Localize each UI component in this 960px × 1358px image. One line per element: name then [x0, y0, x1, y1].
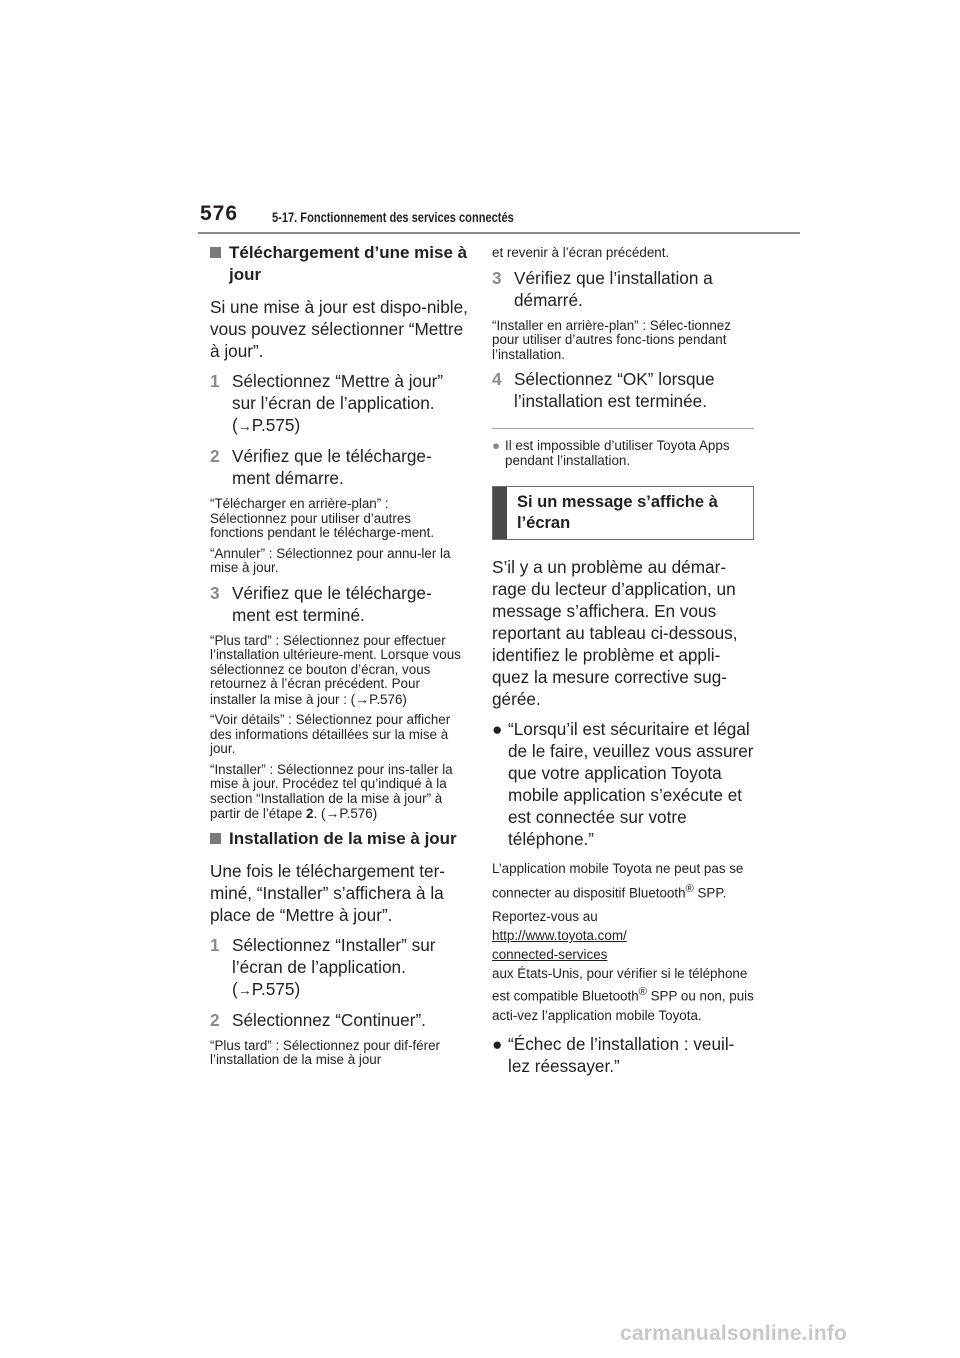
left-column	[210, 242, 468, 1074]
square-bullet-icon	[210, 833, 221, 844]
heading-install: Installation de la mise à jour	[210, 828, 468, 850]
step-item: 3 Vérifiez que l’installation a démarré.	[492, 267, 713, 310]
note-text: “Voir détails” : Sélectionnez pour afficher des informations détaillées sur la mise à jour.	[210, 712, 451, 756]
paragraph: Une fois le téléchargement ter-miné, “Installer” s’affichera à la place de “Mettre à jour”.	[210, 860, 446, 925]
note-text: “Installer” : Sélectionnez pour ins-taller la mise à jour. Procédez tel qu’indiqué à la section “Installation de la mise à jour” à partir de l’étape 2. (→P.576)	[210, 761, 453, 821]
step-item: 4 Sélectionnez “OK” lorsque l’installation est terminée.	[492, 369, 715, 411]
right-column	[492, 242, 754, 1085]
square-bullet-icon	[210, 247, 221, 258]
page-reference[interactable]: P.576	[339, 806, 373, 821]
arrow-right-icon: →	[325, 805, 340, 821]
heading-download: Téléchargement d’une mise à jour	[210, 242, 468, 286]
note-text: “Annuler” : Sélectionnez pour annu-ler la mise à jour.	[210, 545, 451, 575]
paragraph: S’il y a un problème au démar-rage du lecteur d’application, un message s’affichera. En vous reportant au tableau ci-dessous, identifiez le problème et appli-quez la mesure corrective sug-gérée.	[492, 557, 738, 709]
arrow-right-icon: →	[355, 690, 370, 707]
step-item: 3 Vérifiez que le télécharge-ment est terminé.	[210, 582, 432, 625]
page-reference[interactable]: P.576	[369, 691, 403, 707]
arrow-right-icon: →	[237, 418, 252, 434]
divider	[492, 428, 754, 429]
remedy-text: Reportez-vous au http://www.toyota.com/ connected-services aux États-Unis, pour vérifier si le téléphone est compatible Bluetooth® SPP ou non, puis acti-vez l’application mobile Toyota.	[492, 909, 754, 1023]
info-note: ● Il est impossible d’utiliser Toyota Apps pendant l’installation.	[492, 438, 730, 468]
step-item: 2 Sélectionnez “Continuer”.	[210, 1009, 426, 1030]
page-reference[interactable]: P.575	[251, 978, 295, 999]
remedy-text: L’application mobile Toyota ne peut pas se connecter au dispositif Bluetooth® SPP.	[492, 861, 744, 901]
arrow-right-icon: →	[237, 981, 252, 998]
note-text: et revenir à l’écran précédent.	[492, 245, 670, 260]
box-accent-bar	[493, 487, 507, 539]
paragraph: Si une mise à jour est dispo-nible, vous pouvez sélectionner “Mettre à jour”.	[210, 297, 468, 361]
message-item: ● “Lorsqu’il est sécuritaire et légal de le faire, veuillez vous assurer que votre application Toyota mobile application s’exécute et est connectée sur votre téléphone.”	[492, 719, 754, 849]
note-text: “Télécharger en arrière-plan” : Sélectionnez pour utiliser d’autres fonctions pendant le télécharge-ment.	[210, 496, 435, 540]
page-number: 576	[200, 202, 239, 225]
section-box	[492, 486, 754, 540]
watermark: carmanualsonline.info	[620, 1322, 848, 1345]
note-text: “Plus tard” : Sélectionnez pour effectuer l’installation ultérieure-ment. Lorsque vous sélectionnez ce bouton d’écran, vous retournez à l’écran précédent. Pour installer la mise à jour : (→P.576)	[210, 632, 461, 707]
message-item: ● “Échec de l’installation : veuil-lez réessayer.”	[492, 1033, 735, 1076]
page-reference[interactable]: P.575	[251, 415, 295, 435]
toyota-link[interactable]: http://www.toyota.com/ connected-services	[492, 928, 627, 963]
note-text: “Installer en arrière-plan” : Sélec-tionnez pour utiliser d’autres fonc-tions pendant l’installation.	[492, 317, 731, 362]
circle-bullet-icon: ●	[492, 719, 503, 739]
box-title: Si un message s’affiche à l’écran	[516, 493, 718, 532]
circle-bullet-icon: ●	[492, 1033, 503, 1054]
note-text: “Plus tard” : Sélectionnez pour dif-férer l’installation de la mise à jour	[210, 1037, 440, 1067]
step-item: 1 Sélectionnez “Mettre à jour” sur l’écran de l’application. (→P.575)	[210, 371, 444, 435]
section-title: 5-17. Fonctionnement des services connectés	[272, 210, 514, 225]
step-item: 1 Sélectionnez “Installer” sur l’écran de l’application. (→P.575)	[210, 934, 436, 999]
step-item: 2 Vérifiez que le télécharge-ment démarre.	[210, 446, 432, 488]
header-divider	[198, 232, 800, 234]
circle-bullet-icon: ●	[492, 438, 501, 453]
